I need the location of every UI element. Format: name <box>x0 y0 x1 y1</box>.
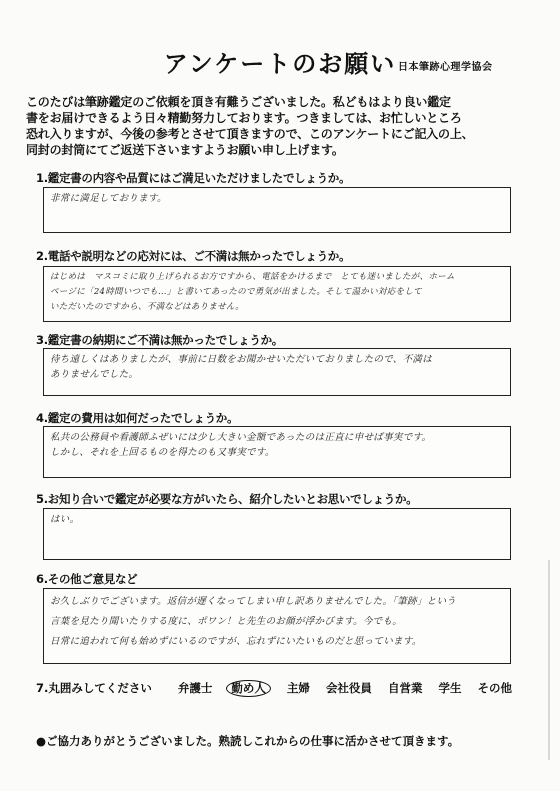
question-4-label: 4.鑑定の費用は如何だったでしょうか。 <box>36 411 239 425</box>
option-housewife[interactable]: 主婦 <box>286 681 310 695</box>
answer-line: いただいたのですから、不満などはありません。 <box>50 302 245 312</box>
option-lawyer[interactable]: 弁護士 <box>177 681 213 695</box>
option-executive[interactable]: 会社役員 <box>325 681 372 695</box>
question-7 <box>36 680 512 697</box>
question-7-label: 7.丸囲みしてください <box>36 681 152 695</box>
answer-line: 待ち遠しくはありましたが、事前に日数をお聞かせいただいておりましたので、不満は <box>50 354 433 365</box>
option-self-employed[interactable]: 自営業 <box>387 681 423 695</box>
intro-line: 恐れ入りますが、今後の参考とさせて頂きますので、このアンケートにご記入の上、 <box>26 127 474 141</box>
answer-line: お久しぶりでございます。返信が遅くなってしまい申し訳ありませんでした。「筆跡」という <box>50 596 457 607</box>
question-5-answer-box[interactable] <box>43 508 511 560</box>
scan-edge-shadow <box>548 560 550 760</box>
question-6-label: 6.その他ご意見など <box>36 572 138 586</box>
question-1-answer-box[interactable] <box>43 187 511 233</box>
answer-line: 言葉を見たり聞いたりする度に、ポワン！と先生のお顔が浮かびます。今でも。 <box>50 616 403 627</box>
answer-line: しかし、それを上回るものを得たのも又事実です。 <box>50 447 275 458</box>
question-5-label: 5.お知り合いで鑑定が必要な方がいたら、紹介したいとお思いでしょうか。 <box>36 492 418 506</box>
answer-line: ありませんでした。 <box>50 369 139 380</box>
question-2-answer-box[interactable] <box>43 266 511 322</box>
question-1-label: 1.鑑定書の内容や品質にはご満足いただけましたでしょうか。 <box>36 171 351 185</box>
question-3-label: 3.鑑定書の納期にご不満は無かったでしょうか。 <box>36 333 283 347</box>
intro-line: このたびは筆跡鑑定のご依頼を頂き有難うございました。私どもはより良い鑑定 <box>26 95 451 109</box>
answer-line: はじめは マスコミに取り上げられるお方ですから、電話をかけるまで とても迷いましたが、ホーム <box>50 272 455 282</box>
question-6-answer-box[interactable] <box>43 588 511 664</box>
organization-name: 日本筆跡心理学協会 <box>398 62 493 73</box>
form-title: アンケートのお願い <box>163 50 397 78</box>
answer-line: はい。 <box>50 514 80 525</box>
thanks-note: ●ご協力ありがとうございました。熟読しこれからの仕事に活かさせて頂きます。 <box>36 734 460 748</box>
option-student[interactable]: 学生 <box>438 681 462 695</box>
intro-text <box>26 94 534 158</box>
question-4-answer-box[interactable] <box>43 426 511 478</box>
answer-line: ページに「24時間いつでも…」と書いてあったので勇気が出ました。そして温かい対応をして <box>50 287 422 297</box>
option-employee-selected[interactable]: 勤め人 <box>226 680 271 697</box>
answer-line: 私共の公務員や看護師ふぜいには少し大きい金額であったのは正直に申せば事実です。 <box>50 432 432 443</box>
question-2-label: 2.電話や説明などの応対には、ご不満は無かったでしょうか。 <box>36 249 351 263</box>
option-other[interactable]: その他 <box>477 681 512 695</box>
answer-line: 非常に満足しております。 <box>50 193 167 204</box>
intro-line: 書をお届けできるよう日々精勤努力しております。つきましては、お忙しいところ <box>26 111 462 125</box>
question-3-answer-box[interactable] <box>43 348 511 396</box>
answer-line: 日常に追われて何も始めずにいるのですが、忘れずにいたいものだと思っています。 <box>50 636 422 647</box>
intro-line: 同封の封筒にてご返送下さいますようお願い申し上げます。 <box>26 143 344 157</box>
